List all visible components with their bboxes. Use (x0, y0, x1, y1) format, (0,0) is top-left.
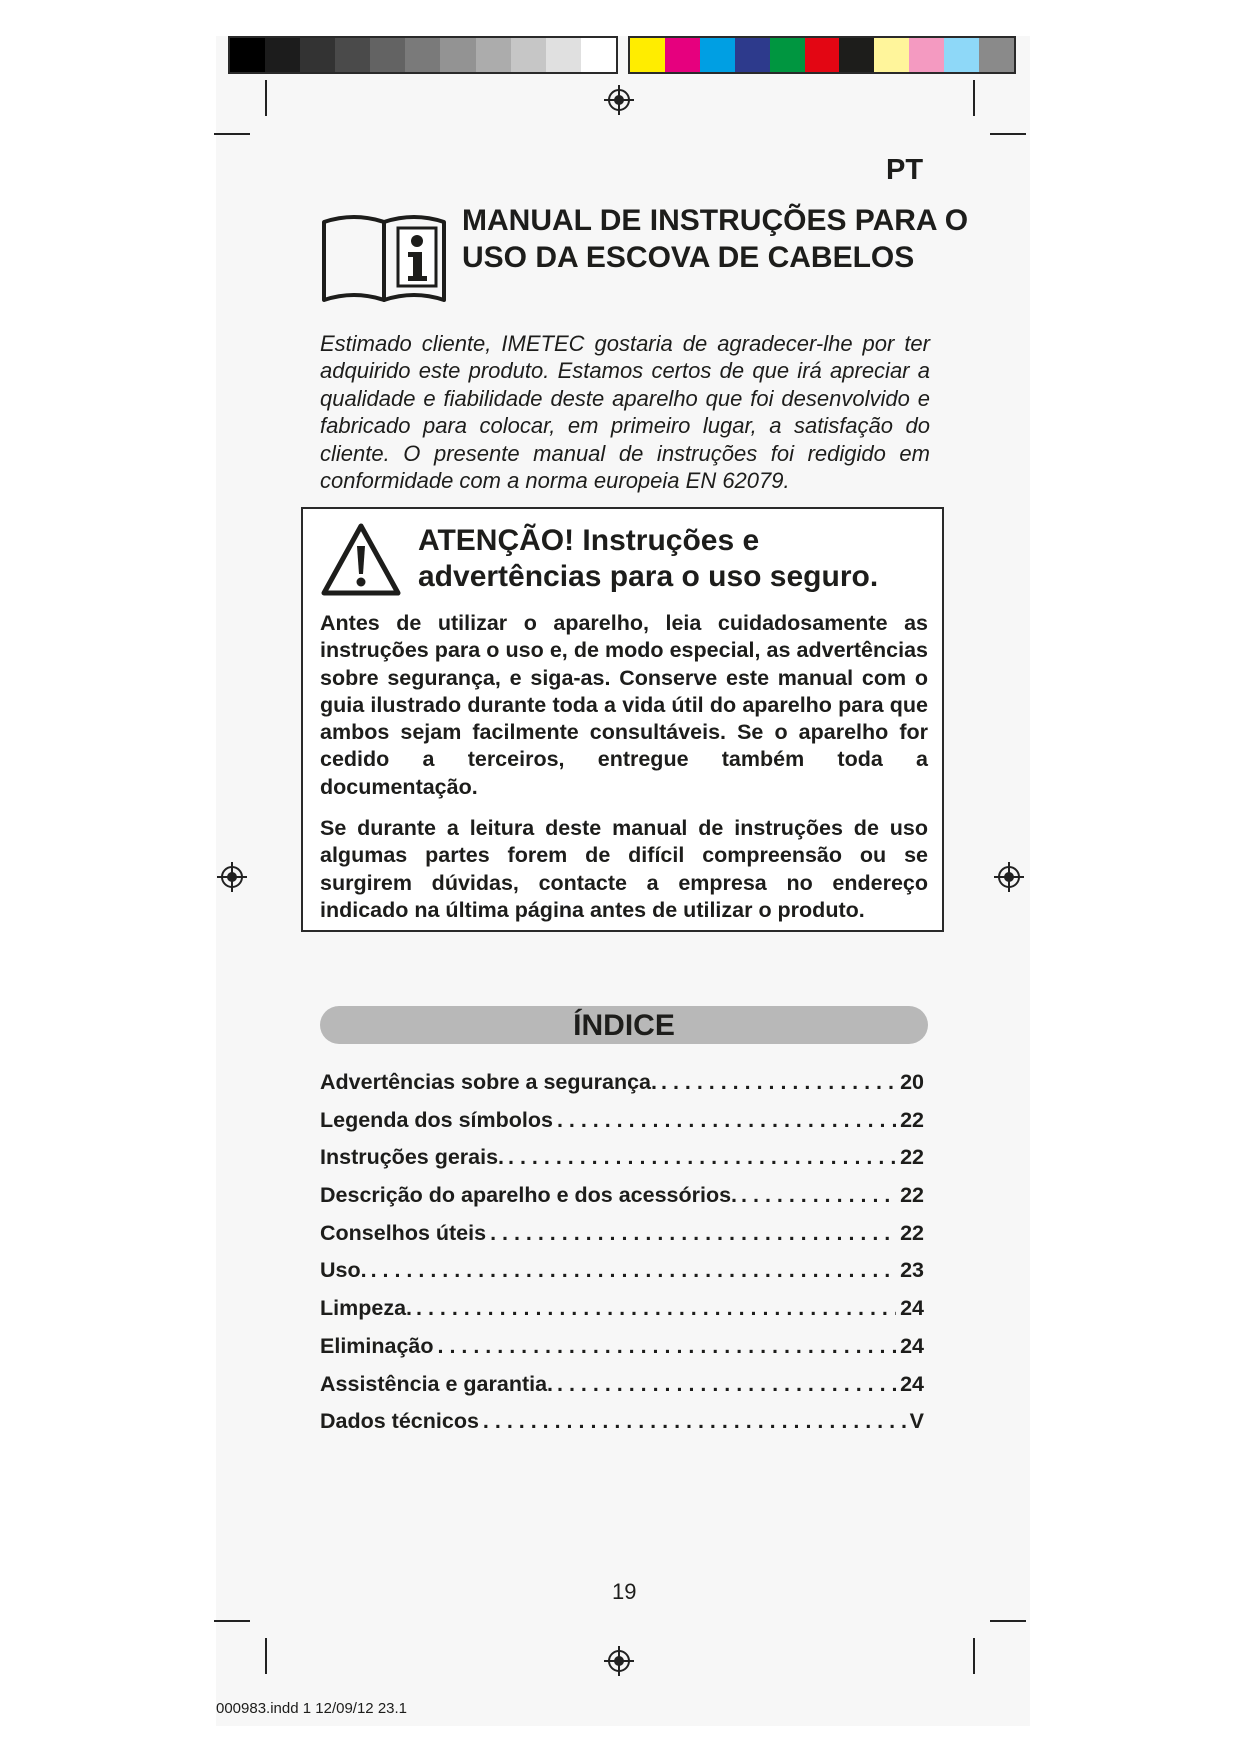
color-calibration-bar (628, 36, 1016, 74)
manual-info-icon (320, 208, 448, 304)
color-swatch (944, 38, 979, 72)
color-swatch (735, 38, 770, 72)
warning-triangle-icon (320, 522, 402, 597)
toc-entry-page: 20 (900, 1070, 924, 1094)
color-swatch (839, 38, 874, 72)
color-swatch (476, 38, 511, 72)
toc-entry-page: 22 (900, 1183, 924, 1208)
toc-leader-dots (483, 1409, 906, 1434)
color-swatch (546, 38, 581, 72)
toc-entry[interactable] (320, 1296, 924, 1334)
gray-calibration-bar (228, 36, 618, 74)
crop-mark (265, 1638, 267, 1674)
toc-entry-label: Descrição do aparelho e dos acessórios. (320, 1183, 738, 1208)
toc-entry-label: Eliminação (320, 1333, 434, 1358)
color-swatch (335, 38, 370, 72)
color-swatch (700, 38, 735, 72)
page-number: 19 (612, 1579, 637, 1604)
color-swatch (511, 38, 546, 72)
color-swatch (300, 38, 335, 72)
toc-entry-label: Advertências sobre a segurança. (320, 1070, 657, 1094)
crop-mark (990, 1620, 1026, 1622)
warning-paragraph: Se durante a leitura deste manual de instruções de uso algumas partes forem de difícil compreensão ou se surgirem dúvidas, contacte a empresa no endereço indicado na última página antes de utilizar o produto. (320, 816, 928, 922)
color-swatch (370, 38, 405, 72)
toc-entry[interactable] (320, 1221, 924, 1259)
language-code: PT (886, 154, 924, 186)
color-swatch (405, 38, 440, 72)
intro-paragraph: Estimado cliente, IMETEC gostaria de agradecer-lhe por ter adquirido este produto. Estamos certos de que irá apreciar a qualidade e fiabilidade deste aparelho que foi desenvolvido e fabricado para colocar, em primeiro lugar, a satisfação do cliente. O presente manual de instruções foi redigido em conformidade com a norma europeia EN 62079. (320, 331, 930, 494)
toc-entry[interactable] (320, 1334, 924, 1372)
color-swatch (665, 38, 700, 72)
toc-entry[interactable] (320, 1372, 924, 1410)
crop-mark (973, 1638, 975, 1674)
crop-mark (973, 80, 975, 116)
toc-leader-dots (438, 1334, 897, 1359)
color-swatch (770, 38, 805, 72)
toc-entry[interactable] (320, 1258, 924, 1296)
color-swatch (630, 38, 665, 72)
toc-entry-page: 23 (900, 1258, 924, 1283)
toc-entry-label: Instruções gerais. (320, 1145, 505, 1170)
toc-leader-dots (508, 1145, 896, 1170)
toc-leader-dots (416, 1296, 896, 1321)
toc-entry-label: Uso. (320, 1258, 367, 1283)
toc-leader-dots (557, 1372, 896, 1397)
warning-paragraph: Antes de utilizar o aparelho, leia cuidadosamente as instruções para o uso e, de modo especial, as advertências sobre segurança, e siga-as. Conserve este manual com o guia ilustrado durante toda a vida útil do aparelho para que ambos sejam facilmente consultáveis. Se o aparelho for cedido a terceiros, entregue também toda a documentação. (320, 611, 928, 799)
toc-entry-page: V (909, 1409, 924, 1434)
registration-mark-icon (604, 85, 634, 115)
toc-entry[interactable] (320, 1070, 924, 1108)
color-swatch (805, 38, 840, 72)
color-swatch (909, 38, 944, 72)
registration-mark-icon (217, 862, 247, 892)
color-swatch (874, 38, 909, 72)
toc-entry-page: 24 (900, 1371, 924, 1396)
toc-entry[interactable] (320, 1183, 924, 1221)
color-swatch (440, 38, 475, 72)
registration-mark-icon (994, 862, 1024, 892)
crop-mark (214, 1620, 250, 1622)
toc-entry-page: 22 (900, 1145, 924, 1170)
crop-mark (265, 80, 267, 116)
toc-entry-page: 24 (900, 1333, 924, 1358)
toc-entry-page: 22 (900, 1107, 924, 1132)
toc-entry[interactable] (320, 1145, 924, 1183)
page-title: MANUAL DE INSTRUÇÕES PARA O USO DA ESCOVA DE CABELOS (462, 204, 969, 274)
toc-entry-page: 24 (900, 1296, 924, 1321)
warning-title: ATENÇÃO! Instruções e advertências para o uso seguro. (418, 524, 879, 593)
toc-leader-dots (371, 1258, 896, 1283)
toc-entry-label: Dados técnicos (320, 1409, 479, 1434)
crop-mark (214, 133, 250, 135)
toc-entry[interactable] (320, 1108, 924, 1146)
crop-mark (990, 133, 1026, 135)
table-of-contents (320, 1070, 924, 1447)
toc-entry-label: Assistência e garantia. (320, 1371, 554, 1396)
color-swatch (265, 38, 300, 72)
index-heading: ÍNDICE (320, 1006, 928, 1044)
color-swatch (581, 38, 616, 72)
toc-leader-dots (557, 1108, 896, 1133)
toc-entry[interactable] (320, 1409, 924, 1447)
color-swatch (230, 38, 265, 72)
toc-leader-dots (490, 1221, 896, 1246)
toc-entry-label: Legenda dos símbolos (320, 1107, 553, 1132)
color-swatch (979, 38, 1014, 72)
toc-leader-dots (661, 1070, 896, 1095)
toc-leader-dots (741, 1183, 896, 1208)
print-slug: 000983.indd 1 12/09/12 23.1 (216, 1700, 408, 1717)
registration-mark-icon (604, 1646, 634, 1676)
toc-entry-label: Limpeza. (320, 1296, 412, 1321)
toc-entry-page: 22 (900, 1220, 924, 1245)
toc-entry-label: Conselhos úteis (320, 1220, 487, 1245)
